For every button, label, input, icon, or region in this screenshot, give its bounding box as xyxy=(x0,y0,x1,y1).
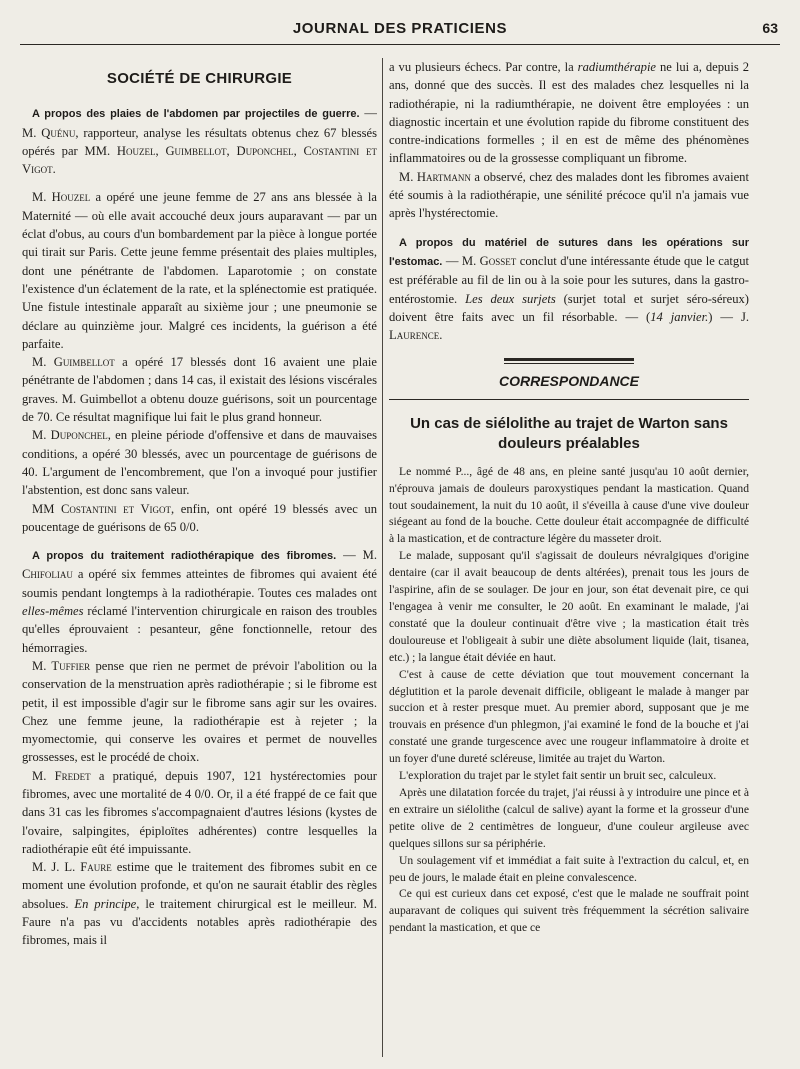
paragraph xyxy=(22,188,377,353)
italic-text: En principe xyxy=(74,896,137,911)
italic-text: elles-mêmes xyxy=(22,604,84,619)
author-name: M. Houzel xyxy=(32,190,91,205)
text: a vu plusieurs échecs. Par contre, la xyxy=(389,60,578,74)
text: conclut d'une intéressante étude que le catgut est préférable au fil de lin ou à la soie pour les sutures, dans la gastro-entérostomie. xyxy=(389,253,749,306)
paragraph: C'est à cause de cette déviation que tout mouvement concernant la déglutition et la parole devenait difficile, obligeant le malade à manger par succion et à rester presque muet. Au premier abord, supposant que je me trouvais en présence d'un phlegmon, j'ai examiné le fond de la bouche et j'ai constaté une grande turgescence avec une rougeur inflammatoire à droite et un foyer d'une dureté scléreuse, limitée au trajet du Warton. xyxy=(389,667,749,766)
text: ) — J. xyxy=(708,309,749,324)
paragraph: L'exploration du trajet par le stylet fait sentir un bruit sec, calculeux. xyxy=(399,769,717,783)
paragraph xyxy=(389,58,749,168)
text: a pratiqué, depuis 1907, 121 hystérectomies pour fibromes, avec une mortalité de 4 0/0. Or, il a été frappé de ce fait que dans 31 cas les fibromes s'accompagnaient d'autres lésions (kystes de l'ovaire, salpingites, épiploïtes adhérentes) contre lesquelles la radiothérapie eût été impuissante. xyxy=(22,768,377,856)
text: (surjet total et surjet séro-séreux) doivent être faits avec un fil résorbable. — ( xyxy=(389,291,749,324)
author-name: M. Fredet xyxy=(32,768,91,783)
correspondance-title: CORRESPONDANCE xyxy=(498,373,639,390)
paragraph xyxy=(389,168,749,223)
author-name: M. Duponchel xyxy=(32,428,108,443)
text: a observé, chez des malades dont les fibromes avaient été soumis à la radiothérapie, une sénilité précoce qu'il n'a jamais vue après l'hystérectomie. xyxy=(389,169,749,221)
paragraph xyxy=(22,426,377,499)
article-title: Un cas de siélolithe au trajet de Warton sans douleurs préalables xyxy=(410,414,728,452)
author-name: M. J. L. Faure xyxy=(32,860,112,875)
paragraph xyxy=(22,657,377,767)
paragraph: Après une dilatation forcée du trajet, j'ai réussi à y introduire une pince et à en extraire un siélolithe (calcul de salive) ayant la forme et la grosseur d'une petite olive de 2 centimètres de longueur, d'une couleur argileuse avec quelques sillons sur sa périphérie. xyxy=(389,785,749,850)
author-name: M. Hartmann xyxy=(399,169,471,184)
text: , rapporteur, analyse les résultats obtenus chez 67 blessés opérés par MM. xyxy=(22,125,377,158)
author-name: M. Guimbellot xyxy=(32,355,115,370)
paragraph xyxy=(22,546,377,657)
text: MM xyxy=(32,501,61,516)
paragraph: Ce qui est curieux dans cet exposé, c'est que le malade ne souffrait point auparavant de coliques qui suivent très fréquemment la sécrétion salivaire pendant la mastication, et que ce xyxy=(389,887,749,935)
paragraph: Le nommé P..., âgé de 48 ans, en pleine santé jusqu'au 10 août dernier, n'éprouva jamais de douleurs paroxystiques pendant la mastication. Quand tout soudainement, la nuit du 10 août, il s'éveilla à cause d'une vive douleur siégeant au fond de la bouche. Cette douleur était accompagnée de difficulté à la mastication, et de contracture légère du masseter droit. xyxy=(389,464,749,546)
author-name: Chifoliau xyxy=(22,567,73,582)
author-names: Costantini et Vigot xyxy=(60,501,172,516)
text: , en pleine période d'offensive et dans de mauvaises conditions, a opéré 30 blessés, avec un pourcentage de guérisons de 40. L'argument de l'encombrement, que l'on a invoqué pour justifier l'abstention, est donc sans valeur. xyxy=(22,428,377,498)
paragraph: Un soulagement vif et immédiat a fait suite à l'extraction du calcul, et, en peu de jours, le malade était en pleine convalescence. xyxy=(389,853,749,884)
author-name: Quénu xyxy=(41,125,76,140)
paragraph xyxy=(22,858,377,949)
text: a opéré six femmes atteintes de fibromes qui avaient été soumis pendant longtemps à la radiothérapie. Toutes ces malades ont xyxy=(22,567,377,600)
text: — M. xyxy=(336,548,377,563)
paragraph: Le malade, supposant qu'il s'agissait de douleurs névralgiques d'origine dentaire (car il avait beaucoup de dents altérées), prenait tous les jours de l'aspirine, afin de se soulager. De jour en jour, son état devenait pire, ce qui l'engagea à venir me consulter, le 20 août. En examinant le malade, j'ai constaté que la douleur continuait d'être vive ; la mastication était très douloureuse et l'obligeait à subir une diète absolument liquide (lait, tisanea, etc.) ; la langue était déviée en haut. xyxy=(389,549,749,664)
double-rule xyxy=(504,358,634,364)
text: , enfin, ont opéré 19 blessés avec un poucentage de guérisons de 65 0/0. xyxy=(22,501,377,534)
paragraph xyxy=(389,233,749,345)
left-column xyxy=(22,58,377,1059)
italic-text: 14 janvier. xyxy=(650,309,709,324)
author-name: Gosset xyxy=(479,253,517,268)
italic-text: radiumthérapie xyxy=(577,60,657,74)
text: a opéré une jeune femme de 27 ans ans blessée à la Maternité — où elle avait accouché deux jours auparavant — par un éclat d'obus, au cours d'un bombardement par la pièce à longue portée qui tirait sur Paris. Cette jeune femme présentait des plaies multiples, dont une pénétrante de l'abdomen. Laparotomie ; on constate l'existence d'un éclatement de la rate, et la splénectomie est pratiquée. Une fistule intestinale apparaît au sixième jour ; une pneumonie se déclare au quinzième jour. Malgré ces incidents, la guérison a été parfaite. xyxy=(22,190,377,351)
italic-text: Les deux surjets xyxy=(465,291,556,306)
rubric: A propos des plaies de l'abdomen par projectiles de guerre. xyxy=(32,108,360,121)
spacer xyxy=(22,536,377,546)
right-column xyxy=(389,58,749,1059)
text: — M. xyxy=(22,106,377,140)
text: a opéré 17 blessés dont 16 avaient une plaie pénétrante de l'abdomen ; dans 14 cas, il existait des lésions viscérales graves. M. Guimbellot a obtenu douze guérisons, soit un pourcentage de 70. Ce résultat magnifique lui fait le plus grand honneur. xyxy=(22,355,377,425)
rubric: A propos du matériel de sutures dans les opérations sur l'estomac. xyxy=(389,236,749,268)
page-header xyxy=(20,14,780,45)
text: , le traitement chirurgical est le meilleur. M. Faure n'a pas vu d'accidents notables après radiothérapie des fibromes, mais il xyxy=(22,896,377,948)
text: estime que le traitement des fibromes subit en ce moment une évolution profonde, et qu'on ne saurait établir des règles absolues. xyxy=(22,860,377,911)
paragraph xyxy=(22,767,377,858)
spacer xyxy=(22,178,377,188)
section-title: SOCIÉTÉ DE CHIRURGIE xyxy=(106,70,293,87)
text: — M. xyxy=(442,253,480,268)
column-divider xyxy=(382,58,383,1057)
paragraph xyxy=(22,104,377,178)
author-names: Houzel, Guimbellot, Duponchel, Costantini et Vigot. xyxy=(22,143,377,177)
spacer xyxy=(389,223,749,233)
text: ne lui a, depuis 2 ans, donné que des succès. Il est des malades chez lesquelles ni la radiothérapie, ni la radiumthérapie, ne doivent être employées : un diagnostic incertain et une évolution rapide du fibrome constituent des contre-indications formelles ; il en est de même des phénomènes inflammatoires ou de la grossesse compliquant un fibrome. xyxy=(389,60,749,166)
divider-rule xyxy=(389,399,749,400)
author-name: M. Tuffier xyxy=(32,658,91,673)
text: pense que rien ne permet de prévoir l'abolition ou la conservation de la menstruation après radiothérapie ; si le fibrome est petit, il est impossible d'agir sur le fibrome sans agir sur les ovaires. Chez une femme jeune, la radiothérapie est à rejeter ; la myomectomie, qui conserve les ovaires et permet de nouvelles grossesses, est le procédé de choix. xyxy=(22,658,377,765)
text: réclamé l'intervention chirurgicale en raison des troubles qu'elles éprouvaient : pesanteur, gêne fonctionnelle, retour des hémorragies. xyxy=(22,604,377,655)
author-name: Laurence. xyxy=(389,328,443,343)
journal-title: JOURNAL DES PRATICIENS xyxy=(292,20,508,37)
article-body xyxy=(389,464,749,937)
paragraph xyxy=(22,353,377,426)
rubric: A propos du traitement radiothérapique des fibromes. xyxy=(32,550,337,563)
paragraph xyxy=(22,500,377,537)
page-number: 63 xyxy=(762,20,778,36)
